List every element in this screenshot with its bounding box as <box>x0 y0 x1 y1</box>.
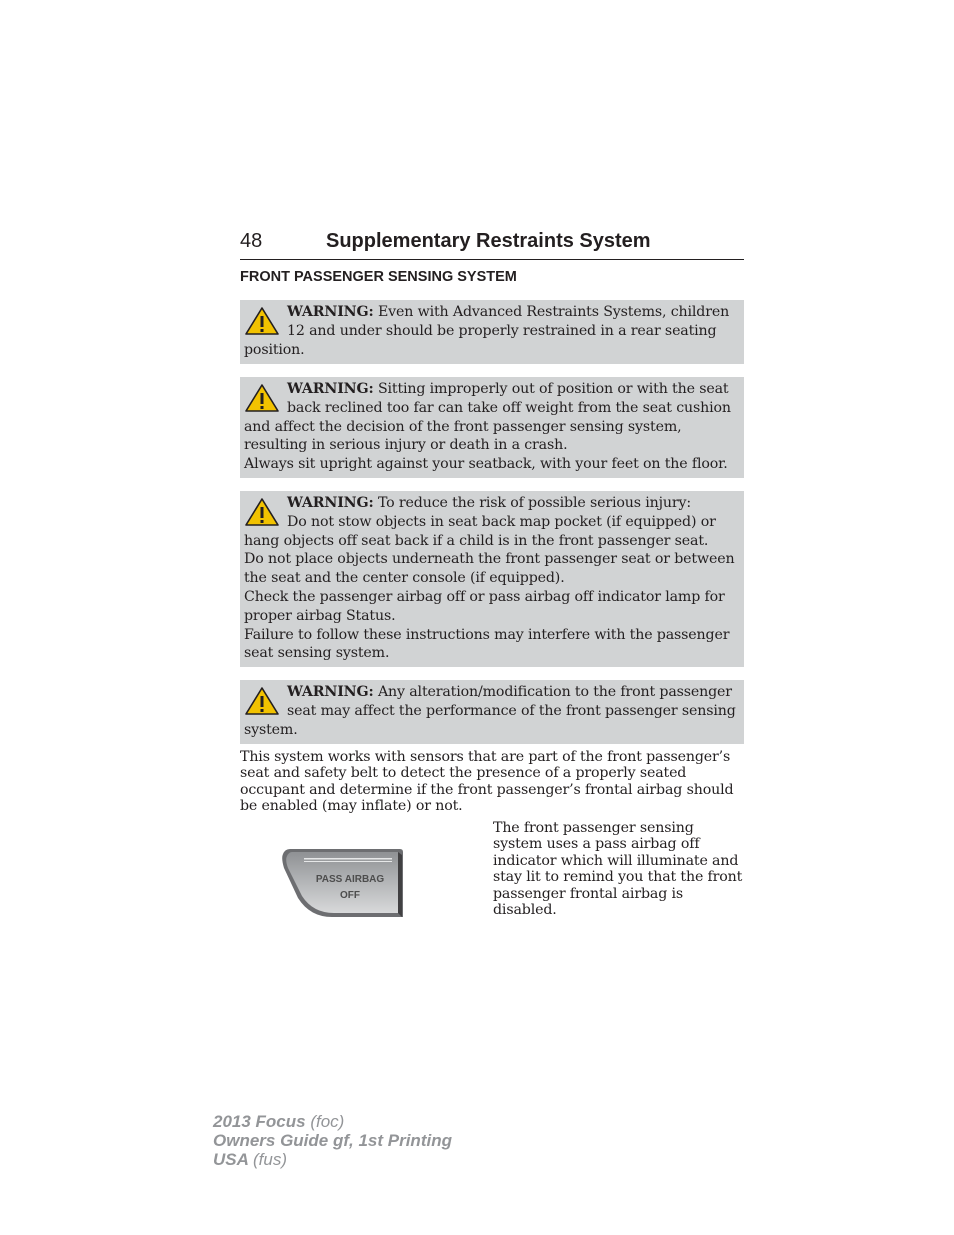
footer-model-code: (foc) <box>310 1112 345 1131</box>
warning-line: Even with Advanced Restraints Systems, children 12 and under should be properly restrained in a rear seating position. <box>244 304 730 358</box>
pass-airbag-off-indicator <box>280 846 406 920</box>
footer-region: USA <box>213 1150 249 1169</box>
warning-line: Check the passenger airbag off or pass airbag off indicator lamp for proper airbag Status. <box>244 588 725 624</box>
warning-text <box>244 303 738 359</box>
footer-model: 2013 Focus <box>213 1112 306 1131</box>
body-paragraph: This system works with sensors that are part of the front passenger’s seat and safety belt to detect the presence of a properly seated occupant and determine if the front passenger’s frontal airbag should be enabled (may inflate) or not. <box>240 749 734 815</box>
warning-box <box>240 377 744 478</box>
warning-line: Do not stow objects in seat back map pocket (if equipped) or hang objects off seat back if a child is in the front passenger seat. <box>244 513 716 549</box>
warning-line: Any alteration/modification to the front passenger seat may affect the performance of the front passenger sensing system. <box>244 684 736 738</box>
warning-text <box>244 494 738 513</box>
warning-label: WARNING: <box>287 684 374 700</box>
warning-triangle-icon <box>244 686 282 720</box>
page-footer <box>213 1112 452 1169</box>
warning-label: WARNING: <box>287 495 374 511</box>
side-paragraph: The front passenger sensing system uses a pass airbag off indicator which will illuminate and stay lit to remind you that the front passenger frontal airbag is disabled. <box>493 820 743 919</box>
warning-label: WARNING: <box>287 304 374 320</box>
warning-line: Always sit upright against your seatback, with your feet on the floor. <box>244 456 728 473</box>
warning-box <box>240 680 744 744</box>
warning-triangle-icon <box>244 306 282 340</box>
warning-line: Failure to follow these instructions may interfere with the passenger seat sensing system. <box>244 626 730 662</box>
warning-line: To reduce the risk of possible serious injury: <box>377 495 691 511</box>
footer-line-model <box>213 1112 452 1131</box>
page-header <box>240 229 744 260</box>
footer-region-code: (fus) <box>253 1150 287 1169</box>
section-title: FRONT PASSENGER SENSING SYSTEM <box>240 269 517 285</box>
warning-box <box>240 491 744 667</box>
page-number: 48 <box>240 230 263 252</box>
indicator-line-2: OFF <box>340 890 360 901</box>
warning-line: Do not place objects underneath the front passenger seat or between the seat and the center console (if equipped). <box>244 551 735 587</box>
footer-line-region <box>213 1150 452 1169</box>
warning-triangle-icon <box>244 497 282 531</box>
warning-line: Sitting improperly out of position or with the seat back reclined too far can take off weight from the seat cushion and affect the decision of the front passenger sensing system, resulting in serious injury or death in a crash. <box>244 381 731 454</box>
chapter-title: Supplementary Restraints System <box>326 230 651 252</box>
warning-text <box>244 380 738 455</box>
warning-label: WARNING: <box>287 381 374 397</box>
warning-box <box>240 300 744 364</box>
footer-guide: Owners Guide gf, 1st Printing <box>213 1131 452 1150</box>
warning-triangle-icon <box>244 383 282 417</box>
indicator-line-1: PASS AIRBAG <box>315 874 385 885</box>
warning-text <box>244 683 738 739</box>
